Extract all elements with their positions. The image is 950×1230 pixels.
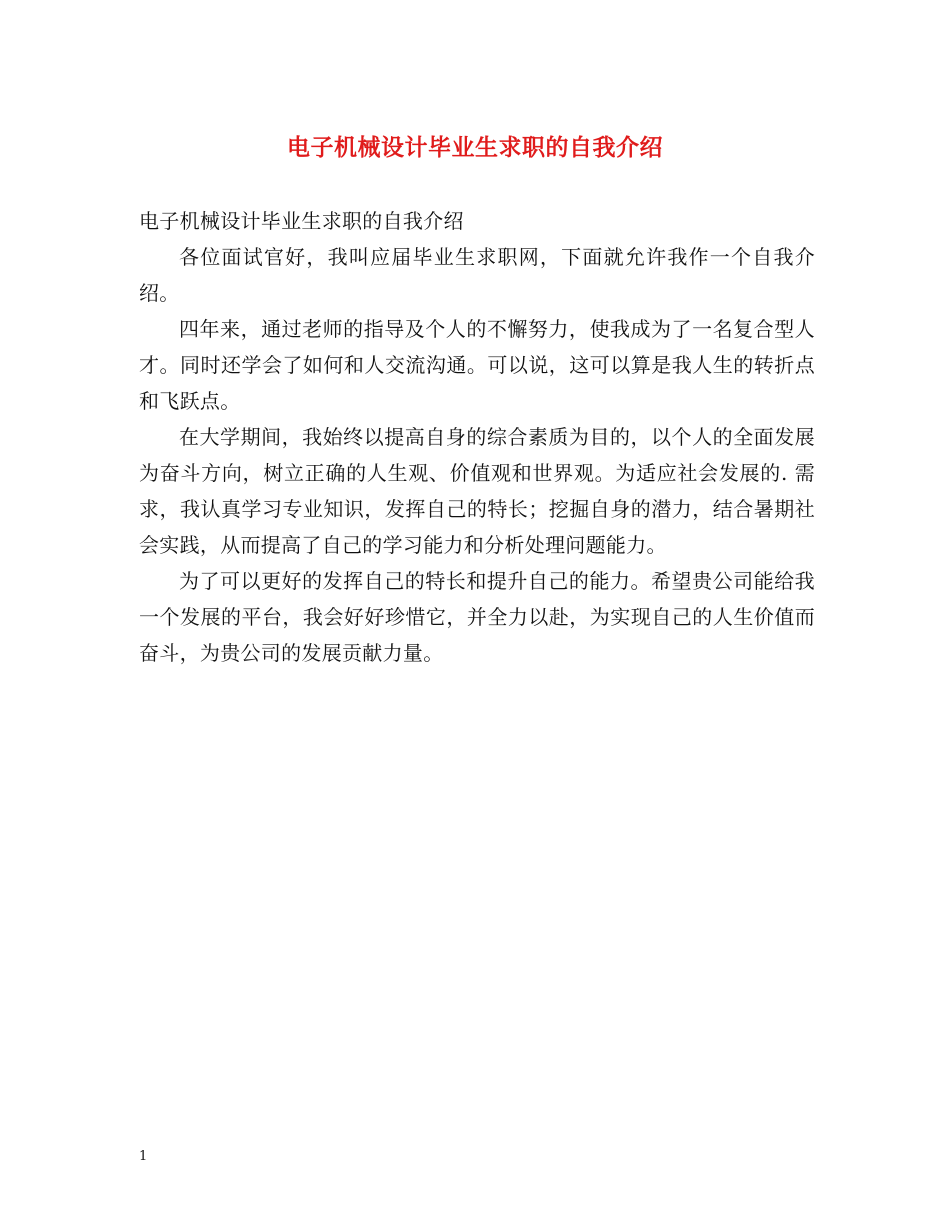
document-title: 电子机械设计毕业生求职的自我介绍: [287, 134, 663, 161]
paragraph-closing: 为了可以更好的发挥自己的特长和提升自己的能力。希望贵公司能给我一个发展的平台，我会好好珍惜它，并全力以赴，为实现自己的人生价值而奋斗，为贵公司的发展贡献力量。: [139, 569, 815, 665]
document-body: [139, 203, 815, 671]
paragraph-university: 在大学期间，我始终以提高自身的综合素质为目的，以个人的全面发展为奋斗方向，树立正确的人生观、价值观和世界观。为适应社会发展的. 需求，我认真学习专业知识，发挥自己的特长；挖掘自身的潜力，结合暑期社会实践，从而提高了自己的学习能力和分析处理问题能力。: [139, 425, 815, 557]
page-number: 1: [139, 1149, 148, 1164]
paragraph-greeting: 各位面试官好，我叫应届毕业生求职网，下面就允许我作一个自我介绍。: [139, 245, 815, 305]
paragraph-four-years: 四年来，通过老师的指导及个人的不懈努力，使我成为了一名复合型人才。同时还学会了如何和人交流沟通。可以说，这可以算是我人生的转折点和飞跃点。: [139, 317, 815, 413]
body-heading-line: 电子机械设计毕业生求职的自我介绍: [139, 209, 464, 233]
